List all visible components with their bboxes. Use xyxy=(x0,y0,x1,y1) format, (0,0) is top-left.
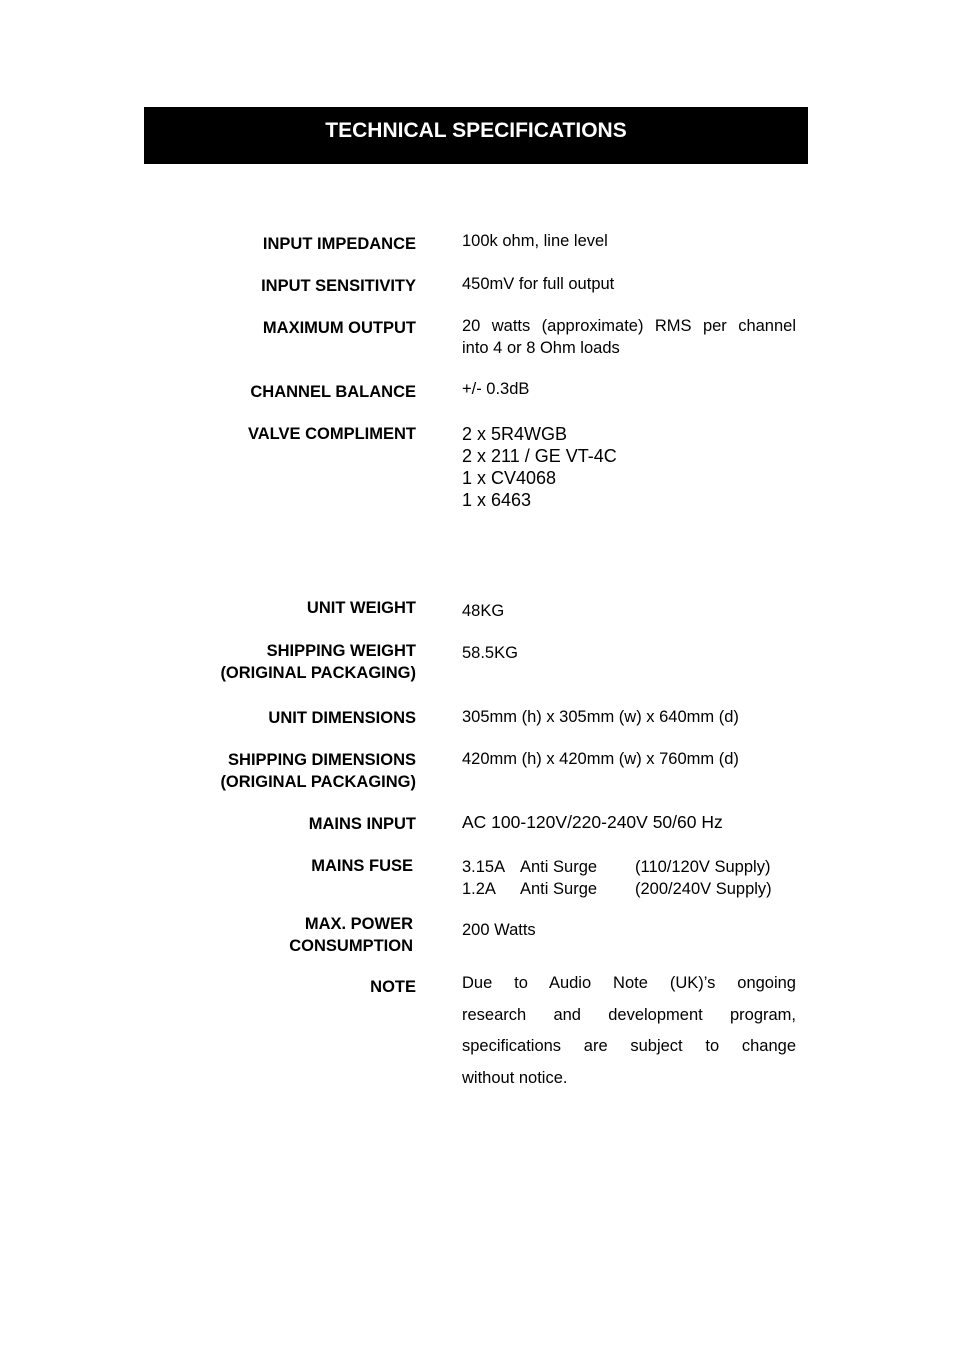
note-line: research and development program, xyxy=(462,1005,796,1024)
input-impedance-label: INPUT IMPEDANCE xyxy=(262,235,416,253)
shipping-dimensions-value: 420mm (h) x 420mm (w) x 760mm (d) xyxy=(462,750,739,768)
mains-input-label: MAINS INPUT xyxy=(308,815,416,833)
valve-item: 2 x 211 / GE VT-4C xyxy=(462,446,617,466)
note-label: NOTE xyxy=(370,978,416,996)
fuse-supply: (200/240V Supply) xyxy=(635,879,772,898)
shipping-dimensions-label xyxy=(220,750,416,793)
shipping-weight-value: 58.5KG xyxy=(462,644,518,662)
fuse-type: Anti Surge xyxy=(520,879,598,898)
fuse-row xyxy=(462,879,796,901)
max-power-label xyxy=(289,914,413,957)
channel-balance-value: +/- 0.3dB xyxy=(462,380,530,398)
valve-compliment-label: VALVE COMPLIMENT xyxy=(247,425,416,443)
valve-item: 1 x 6463 xyxy=(462,490,532,510)
input-sensitivity-label: INPUT SENSITIVITY xyxy=(261,277,416,295)
channel-balance-label: CHANNEL BALANCE xyxy=(250,383,416,401)
mains-fuse-label: MAINS FUSE xyxy=(311,857,413,875)
note-text xyxy=(462,968,796,1094)
fuse-type: Anti Surge xyxy=(520,858,598,876)
max-power-label-line: CONSUMPTION xyxy=(289,936,413,955)
valve-item: 2 x 5R4WGB xyxy=(462,424,568,444)
shipping-weight-label-line: (ORIGINAL PACKAGING) xyxy=(220,663,416,682)
maximum-output-line: into 4 or 8 Ohm loads xyxy=(462,338,620,357)
unit-dimensions-value: 305mm (h) x 305mm (w) x 640mm (d) xyxy=(462,708,739,726)
note-line: without notice. xyxy=(462,1068,568,1087)
shipping-dimensions-label-line: (ORIGINAL PACKAGING) xyxy=(220,772,416,791)
fuse-rating: 3.15A xyxy=(462,858,506,876)
max-power-value: 200 Watts xyxy=(462,921,536,939)
page-title: TECHNICAL SPECIFICATIONS xyxy=(144,107,808,164)
valve-compliment-value xyxy=(462,423,796,511)
fuse-row xyxy=(462,857,796,879)
input-impedance-value: 100k ohm, line level xyxy=(462,232,608,250)
fuse-rating: 1.2A xyxy=(462,879,496,898)
shipping-dimensions-label-line: SHIPPING DIMENSIONS xyxy=(228,751,416,769)
mains-fuse-value xyxy=(462,857,796,900)
fuse-supply: (110/120V Supply) xyxy=(635,858,771,876)
input-sensitivity-value: 450mV for full output xyxy=(462,275,615,293)
maximum-output-line: 20 watts (approximate) RMS per channel xyxy=(462,317,796,335)
unit-weight-value: 48KG xyxy=(462,602,505,620)
shipping-weight-label xyxy=(220,641,416,684)
shipping-weight-label-line: SHIPPING WEIGHT xyxy=(266,642,416,660)
note-line: specifications are subject to change xyxy=(462,1037,796,1055)
unit-dimensions-label: UNIT DIMENSIONS xyxy=(268,709,416,727)
max-power-label-line: MAX. POWER xyxy=(304,915,413,933)
mains-input-value: AC 100-120V/220-240V 50/60 Hz xyxy=(462,812,723,832)
unit-weight-label: UNIT WEIGHT xyxy=(306,599,416,617)
note-line: Due to Audio Note (UK)’s ongoing xyxy=(462,974,796,992)
valve-item: 1 x CV4068 xyxy=(462,468,557,488)
maximum-output-label: MAXIMUM OUTPUT xyxy=(262,319,416,337)
maximum-output-value xyxy=(462,316,796,359)
